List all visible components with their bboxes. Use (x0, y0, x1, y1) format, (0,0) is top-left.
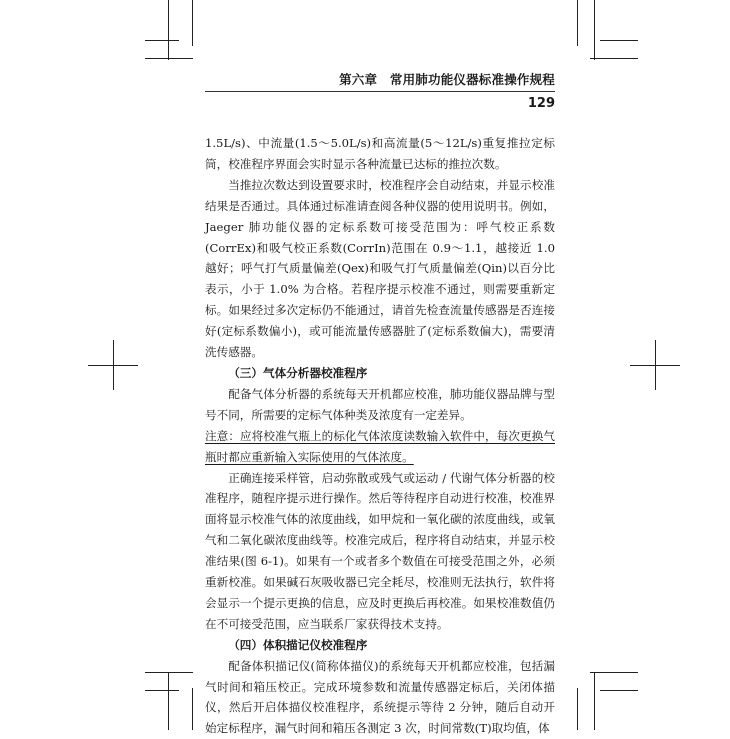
crop-mark-bottom-right-vertical (594, 672, 595, 730)
crop-mark-bottom-left-vertical (168, 672, 169, 730)
running-header: 第六章 常用肺功能仪器标准操作规程 (339, 72, 555, 87)
paragraph-continuation: 1.5L/s)、中流量(1.5～5.0L/s)和高流量(5～12L/s)重复推拉定标筒，校准程序界面会实时显示各种流量已达标的推拉次数。 (205, 136, 555, 171)
crop-mark-bottom-right (590, 672, 638, 673)
paragraph-calibration-result: 当推拉次数达到设置要求时，校准程序会自动结束，并显示校准结果是否通过。具体通过标准请查阅各种仪器的使用说明书。例如，Jaeger 肺功能仪器的定标系数可接受范围为：呼气校正系数(CorrEx)和吸气校正系数(CorrIn)范围在 0.9～1.1，越接近 1.0 越好；呼气打气质量偏差(Qex)和吸气打气质量偏差(Qin)以百分比表示，小于 1.0% 为合格。若程序提示校准不通过，则需要重新定标。如果经过多次定标仍不能通过，请首先检查流量传感器是否连接好(定标系数偏小)，或可能流量传感器脏了(定标系数偏大)，需要清洗传感器。 (205, 177, 555, 360)
header-rule (205, 91, 555, 92)
crop-mark-top-left-2 (145, 40, 179, 41)
crop-mark-top-left-vertical-2 (192, 0, 193, 46)
note-text: 注意：应将校准气瓶上的标化气体浓度读数输入软件中，每次更换气瓶时都应重新输入实际使用的气体浓度。 (205, 428, 555, 464)
note-paragraph (205, 426, 555, 468)
crop-mark-mid-left-vertical (113, 340, 114, 390)
crop-mark-top-right-vertical-2 (577, 0, 578, 46)
crop-mark-top-left-vertical (168, 0, 169, 60)
crop-mark-mid-right-vertical (655, 340, 656, 390)
crop-mark-top-left (145, 58, 193, 59)
crop-mark-bottom-right-2 (600, 690, 638, 691)
crop-mark-top-right (590, 58, 638, 59)
crop-mark-bottom-left (145, 672, 193, 673)
paragraph-gas-analyzer-intro: 配备气体分析器的系统每天开机都应校准，肺功能仪器品牌与型号不同，所需要的定标气体种类及浓度有一定差异。 (205, 386, 555, 422)
paragraph-plethysmograph: 配备体积描记仪(简称体描仪)的系统每天开机都应校准，包括漏气时间和箱压校正。完成环境参数和流量传感器定标后，关闭体描仪，然后开启体描仪校准程序，系统提示等待 2 分钟，随后自动开始定标程序，漏气时间和箱压各测定 3 次，时间常数(T)取均值，体 (205, 658, 555, 736)
crop-mark-top-right-2 (600, 40, 638, 41)
paragraph-gas-analyzer-procedure: 正确连接采样管，启动弥散或残气或运动 / 代谢气体分析器的校准程序，随程序提示进行操作。然后等待程序自动进行校准，校准界面将显示校准气体的浓度曲线，如甲烷和一氧化碳的浓度曲线，或氧气和二氧化碳浓度曲线等。校准完成后，程序将自动结束，并显示校准结果(图 6-1)。如果有一个或者多个数值在可接受范围之外，必须重新校准。如果碱石灰吸收器已完全耗尽，校准则无法执行，软件将会显示一个提示更换的信息，应及时更换后再校准。如果校准数值仍在不可接受范围，应当联系厂家获得技术支持。 (205, 470, 555, 631)
crop-mark-top-right-vertical (594, 0, 595, 60)
page-number: 129 (527, 96, 555, 111)
crop-mark-bottom-right-vertical-2 (577, 688, 578, 730)
body-text (205, 133, 555, 739)
crop-mark-bottom-left-2 (145, 690, 179, 691)
crop-mark-bottom-left-vertical-2 (192, 688, 193, 730)
section-heading-plethysmograph: （四）体积描记仪校准程序 (228, 637, 368, 652)
section-heading-gas-analyzer: （三）气体分析器校准程序 (228, 365, 368, 380)
